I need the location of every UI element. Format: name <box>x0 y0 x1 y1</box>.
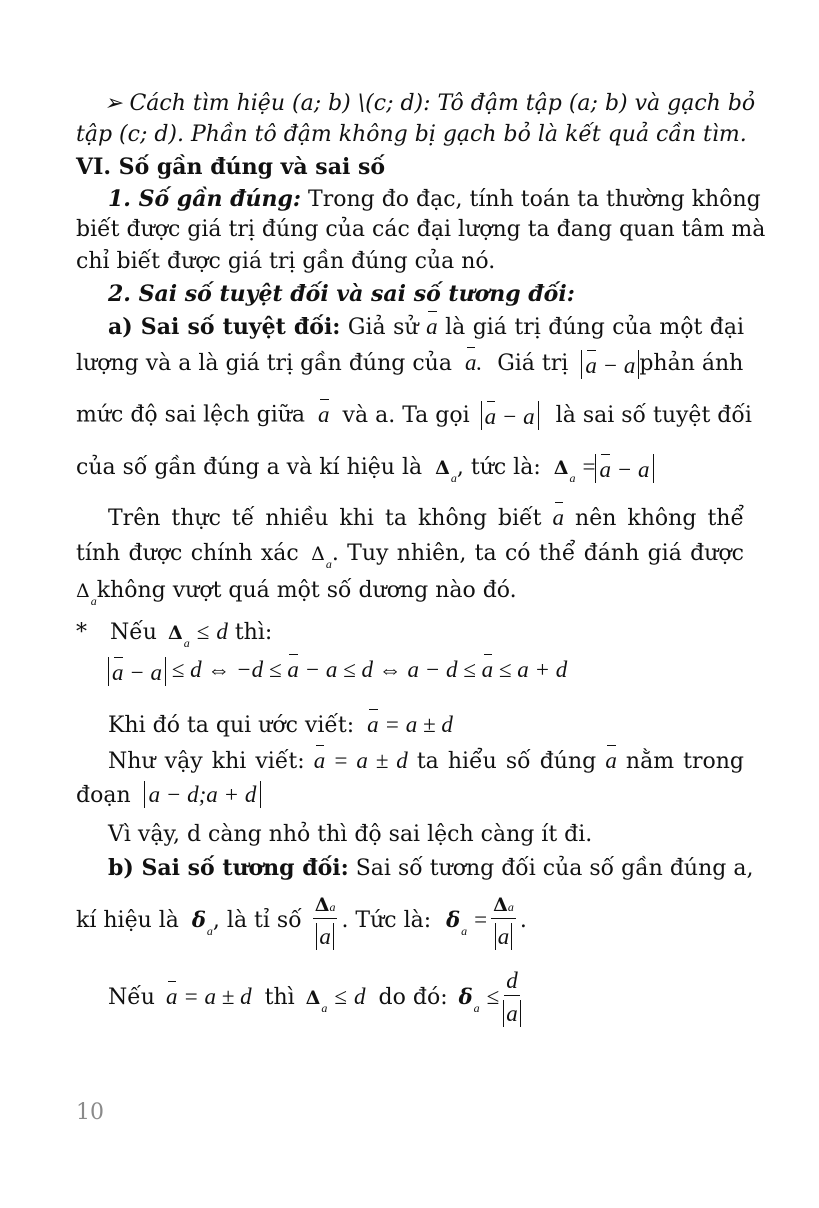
rel-error-line2-text-3: . Tức là: <box>341 908 432 933</box>
math-rel-error-bound: $\delta_a$ ≤ $\frac{d}{a}$ <box>459 985 525 1010</box>
meaning-text-3: nằm trong <box>625 749 744 774</box>
practice-line-2 <box>76 540 744 578</box>
math-a-bar: a <box>552 505 565 530</box>
math-abs-diff: a − a <box>481 401 539 430</box>
approx-number-line-2 <box>76 216 766 244</box>
abs-error-line3-text-2: và a. Ta gọi <box>342 402 470 428</box>
meaning-line-1 <box>76 747 744 776</box>
errors-heading <box>76 280 776 308</box>
errors-heading-text: 2. Sai số tuyệt đối và sai số tương đối: <box>108 281 575 307</box>
math-abs-diff: a − a <box>581 350 639 379</box>
rel-error-line-1 <box>76 854 754 883</box>
math-a-pm-d: a = a ± d <box>367 712 453 737</box>
then-text: thì: <box>234 620 273 645</box>
abs-error-text-2: là giá trị đúng của một đại <box>445 315 744 340</box>
abs-error-line-3 <box>76 401 752 430</box>
math-a-pm-d: a = a ± d <box>313 748 408 773</box>
rel-error-line2-text-1: kí hiệu là <box>76 908 179 933</box>
section-heading <box>76 153 744 181</box>
practice-text-1: Trên thực tế nhiều khi ta không biết <box>108 506 542 531</box>
abs-error-label: a) Sai số tuyệt đối: <box>108 314 341 340</box>
abs-error-text-1: Giả sử <box>347 315 419 340</box>
arrow-bullet-icon: ➢ <box>104 91 123 116</box>
therefore-text: Vì vậy, d càng nhỏ thì độ sai lệch càng ít đi. <box>108 822 593 847</box>
last-then-text: thì <box>264 985 295 1010</box>
abs-error-line2-text-3: phản ánh <box>639 351 744 376</box>
math-a-pm-d: a = a ± d <box>165 984 252 1009</box>
approx-number-text: Trong đo đạc, tính toán ta thường không <box>308 187 761 212</box>
rel-error-label: b) Sai số tương đối: <box>108 855 349 881</box>
math-delta-le-d: $\Delta_a \le d$ <box>305 984 366 1015</box>
rel-error-line2-text-2: , là tỉ số <box>212 908 302 933</box>
math-a-bar: a <box>605 748 617 773</box>
approx-number-label: 1. Số gần đúng: <box>108 186 302 212</box>
abs-error-line4-text-1: của số gần đúng a và kí hiệu là <box>76 455 423 480</box>
convention-line <box>76 711 776 740</box>
math-delta-le-d: $\Delta_a \le d$ <box>167 619 228 650</box>
section-heading-text: VI. Số gần đúng và sai số <box>76 154 386 180</box>
segment-text: đoạn <box>76 783 131 808</box>
condition-line <box>76 618 744 657</box>
practice-text-2: nên không thể <box>575 506 744 531</box>
practice-line3-text: không vượt quá một số dương nào đó. <box>96 578 517 603</box>
math-a-bar: a <box>318 401 330 427</box>
meaning-text-1: Như vậy khi viết: <box>108 749 305 774</box>
approx-number-line-1 <box>76 185 761 214</box>
intro-text-1: Cách tìm hiệu (a; b) \(c; d): Tô đậm tập (a; b) và gạch bỏ <box>129 91 756 116</box>
if-text: Nếu <box>110 620 157 645</box>
abs-error-line-4 <box>76 453 744 492</box>
abs-error-line2-text-1: lượng và a là giá trị gần đúng của <box>76 351 452 376</box>
intro-text-2: tập (c; d). Phần tô đậm không bị gạch bỏ là kết quả cần tìm. <box>76 122 747 147</box>
approx-number-text-3: chỉ biết được giá trị gần đúng của nó. <box>76 249 496 274</box>
asterisk-bullet: * <box>76 620 87 645</box>
math-rel-error-def: $\delta_a$ = $\frac{\Delta a}{a}$ . <box>446 894 527 949</box>
math-a-bar: a <box>426 314 438 339</box>
math-delta-a: $\Delta_a$ <box>76 580 97 608</box>
practice-line2-text-1: tính được chính xác <box>76 541 299 566</box>
math-delta-small: $\delta_a$ <box>191 907 213 938</box>
line-intro-1 <box>76 90 756 118</box>
practice-line-1 <box>76 505 744 533</box>
abs-error-line3-text-3: là sai số tuyệt đối <box>555 402 752 428</box>
rel-error-bound-line <box>76 965 776 1029</box>
practice-line2-text-2: . Tuy nhiên, ta có thể đánh giá được <box>331 541 744 566</box>
abs-error-line2-text-2: Giá trị <box>497 351 569 376</box>
approx-number-text-2: biết được giá trị đúng của các đại lượng ta đang quan tâm mà <box>76 217 766 242</box>
rel-error-line-2 <box>76 890 744 950</box>
meaning-line-2 <box>76 781 744 810</box>
therefore-line <box>76 821 776 849</box>
math-segment: a − d;a + d <box>144 781 262 808</box>
math-delta-a: $\Delta_a$ <box>311 543 332 571</box>
line-intro-2 <box>76 121 747 149</box>
page-number: 10 <box>76 1100 104 1125</box>
math-equivalence: a − a ≤ d ⇔ −d ≤ a − a ≤ d ⇔ a − d ≤ a ≤ a + d <box>108 657 567 682</box>
math-a-bar: a <box>464 350 477 375</box>
equivalence-chain <box>76 656 776 686</box>
last-if-text: Nếu <box>108 985 155 1010</box>
convention-text: Khi đó ta qui ước viết: <box>108 713 355 738</box>
practice-line-3 <box>76 577 744 615</box>
abs-error-line4-text-2: , tức là: <box>456 455 541 480</box>
abs-error-line-1 <box>76 313 744 342</box>
approx-number-line-3 <box>76 248 744 276</box>
math-delta-a: $\Delta_a$ <box>435 457 457 485</box>
math-fraction-delta-over-abs-a: $\frac{\Delta a}{a}$ <box>314 894 336 949</box>
last-hence-text: do đó: <box>378 985 448 1010</box>
meaning-text-2: ta hiểu số đúng <box>416 749 597 774</box>
rel-error-text: Sai số tương đối của số gần đúng a, <box>355 856 754 881</box>
abs-error-line-2: lượng và a là giá trị gần đúng của a. Giá trị a − a phản ánh <box>76 350 744 378</box>
abs-error-line3-text-1: mức độ sai lệch giữa <box>76 402 306 428</box>
math-delta-def: $\Delta_a = a - a$ <box>554 455 654 480</box>
